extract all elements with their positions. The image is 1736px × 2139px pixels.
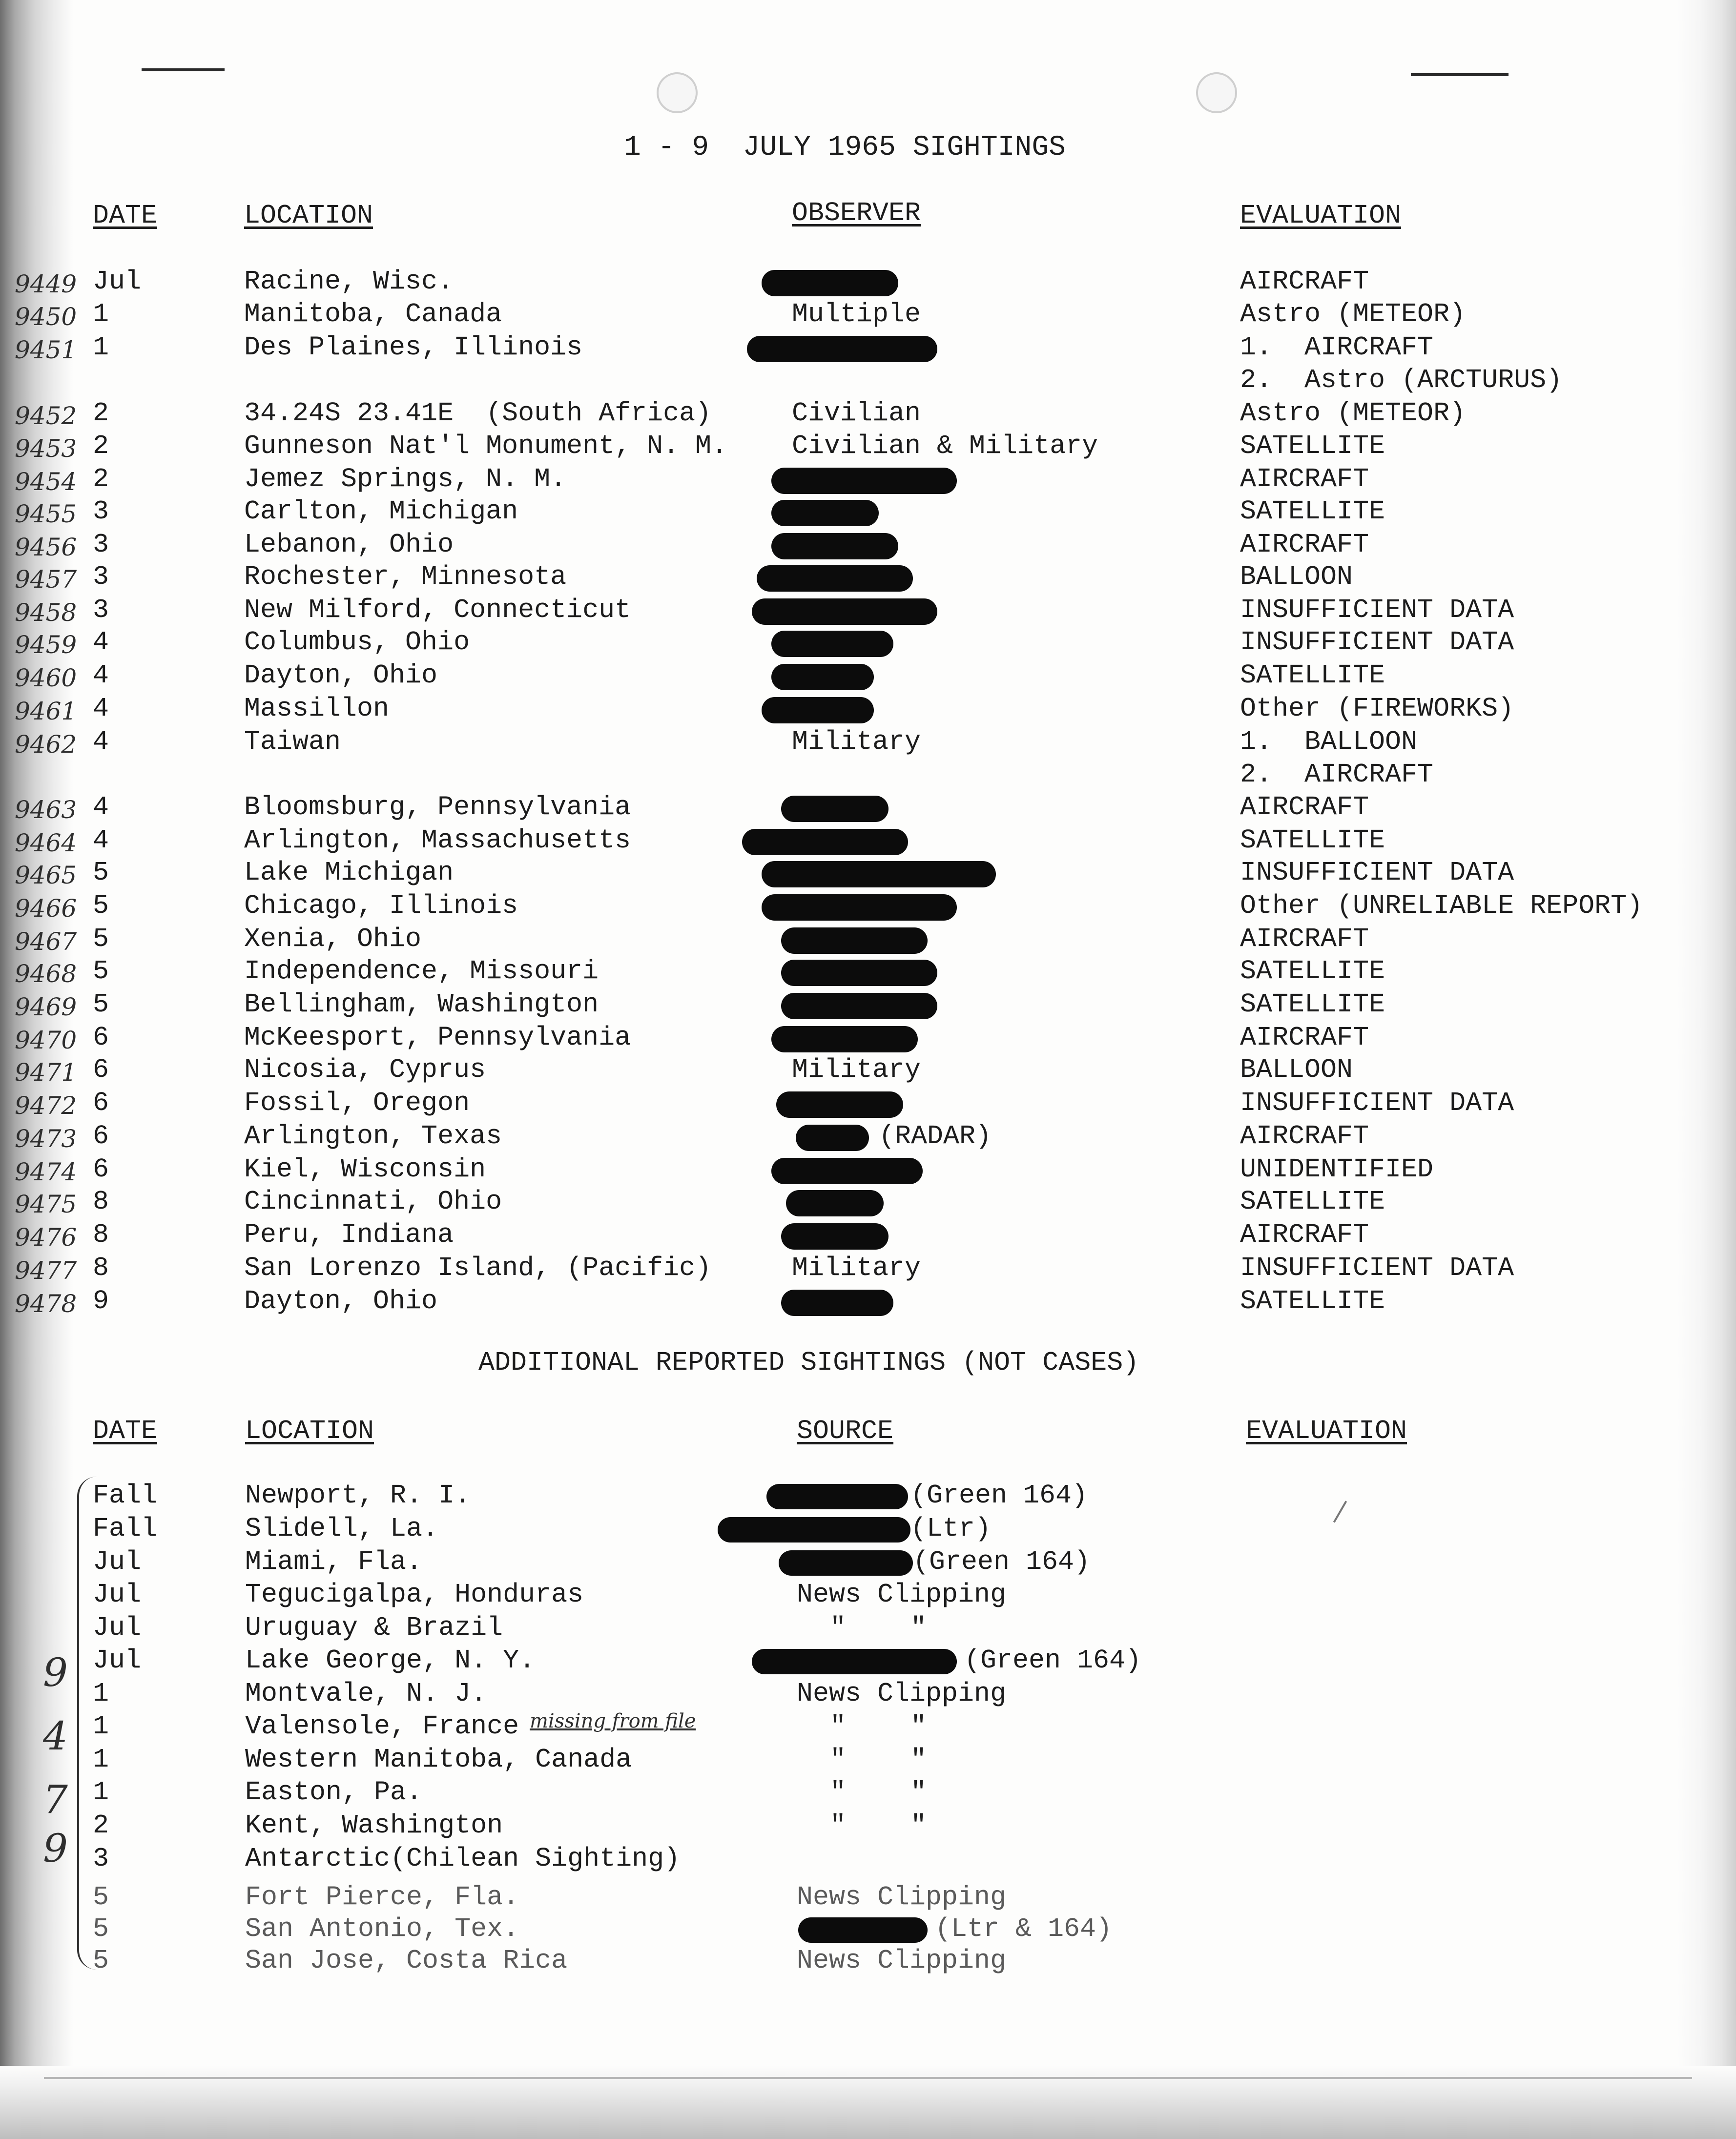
case-evaluation: INSUFFICIENT DATA bbox=[1240, 1253, 1514, 1283]
additional-location: San Jose, Costa Rica bbox=[245, 1945, 568, 1976]
additional-header-evaluation: EVALUATION bbox=[1246, 1416, 1407, 1446]
case-location: Peru, Indiana bbox=[244, 1219, 454, 1250]
case-date: 4 bbox=[93, 693, 109, 724]
redaction-bar bbox=[762, 270, 898, 296]
case-date: 4 bbox=[93, 792, 109, 823]
case-location: 34.24S 23.41E (South Africa) bbox=[244, 398, 712, 429]
case-date: 3 bbox=[93, 595, 109, 625]
case-number: 9474 bbox=[15, 1158, 77, 1186]
additional-location: Fort Pierce, Fla. bbox=[245, 1882, 519, 1913]
case-location: Jemez Springs, N. M. bbox=[244, 464, 567, 494]
case-date: 6 bbox=[93, 1088, 109, 1118]
redaction-bar bbox=[742, 829, 908, 855]
additional-location: Newport, R. I. bbox=[245, 1480, 471, 1511]
case-evaluation: UNIDENTIFIED bbox=[1240, 1154, 1434, 1185]
redaction-bar bbox=[781, 1290, 893, 1316]
additional-date: Jul bbox=[93, 1612, 142, 1643]
case-date: 1 bbox=[93, 332, 109, 363]
redaction-bar bbox=[752, 1649, 957, 1674]
case-location: Carlton, Michigan bbox=[244, 496, 518, 527]
case-date: 4 bbox=[93, 825, 109, 856]
additional-date: Jul bbox=[93, 1546, 142, 1577]
additional-source: (Ltr & 164) bbox=[935, 1913, 1113, 1944]
additional-source: (Green 164) bbox=[913, 1546, 1091, 1577]
case-evaluation: Other (FIREWORKS) bbox=[1240, 693, 1514, 724]
case-location: Lake Michigan bbox=[244, 857, 454, 888]
case-number: 9449 bbox=[15, 270, 77, 298]
additional-source: " " bbox=[830, 1744, 927, 1775]
case-location: McKeesport, Pennsylvania bbox=[244, 1022, 631, 1053]
case-evaluation: SATELLITE bbox=[1240, 825, 1385, 856]
page-title: 1 - 9 JULY 1965 SIGHTINGS bbox=[624, 132, 1066, 164]
case-date: 5 bbox=[93, 924, 109, 954]
case-date: 2 bbox=[93, 398, 109, 429]
additional-header-location: LOCATION bbox=[245, 1416, 374, 1446]
case-date: 3 bbox=[93, 529, 109, 560]
case-evaluation: AIRCRAFT bbox=[1240, 266, 1369, 297]
top-left-dash-mark bbox=[142, 68, 225, 71]
case-observer: Military bbox=[792, 1054, 921, 1085]
additional-date: 1 bbox=[93, 1678, 109, 1709]
additional-source: News Clipping bbox=[797, 1945, 1007, 1976]
case-evaluation: SATELLITE bbox=[1240, 660, 1385, 691]
case-evaluation: AIRCRAFT bbox=[1240, 1121, 1369, 1152]
case-number: 9453 bbox=[15, 434, 77, 463]
additional-source: (Green 164) bbox=[910, 1480, 1088, 1511]
redaction-bar bbox=[757, 565, 913, 592]
additional-source: " " bbox=[830, 1711, 927, 1742]
case-number: 9470 bbox=[15, 1026, 77, 1054]
redaction-bar bbox=[771, 631, 893, 657]
case-date: 2 bbox=[93, 464, 109, 494]
case-date: 4 bbox=[93, 660, 109, 691]
redaction-bar bbox=[771, 468, 957, 494]
additional-location: Western Manitoba, Canada bbox=[245, 1744, 632, 1775]
header-observer: OBSERVER bbox=[792, 198, 921, 228]
case-date: 6 bbox=[93, 1022, 109, 1053]
margin-annotation: 7 bbox=[43, 1777, 68, 1822]
case-number: 9455 bbox=[15, 500, 77, 528]
case-evaluation: INSUFFICIENT DATA bbox=[1240, 627, 1514, 658]
additional-date: Jul bbox=[93, 1579, 142, 1610]
case-evaluation: BALLOON bbox=[1240, 1054, 1353, 1085]
additional-header-source: SOURCE bbox=[797, 1416, 894, 1446]
case-date: 6 bbox=[93, 1154, 109, 1185]
additional-source: (Ltr) bbox=[910, 1513, 992, 1544]
case-location: Kiel, Wisconsin bbox=[244, 1154, 486, 1185]
case-location: Manitoba, Canada bbox=[244, 299, 502, 329]
case-number: 9458 bbox=[15, 598, 77, 627]
case-location: Bloomsburg, Pennsylvania bbox=[244, 792, 631, 823]
case-evaluation: SATELLITE bbox=[1240, 496, 1385, 527]
scan-fold-line bbox=[44, 2077, 1692, 2079]
case-number: 9478 bbox=[15, 1290, 77, 1318]
case-date: 8 bbox=[93, 1253, 109, 1283]
redaction-bar bbox=[771, 664, 874, 690]
additional-header-date: DATE bbox=[93, 1416, 158, 1446]
case-location: Dayton, Ohio bbox=[244, 660, 438, 691]
case-number: 9477 bbox=[15, 1256, 77, 1285]
case-evaluation: SATELLITE bbox=[1240, 1286, 1385, 1316]
case-number: 9451 bbox=[15, 336, 77, 364]
margin-annotation: 9 bbox=[43, 1650, 68, 1695]
case-evaluation-secondary: 2. AIRCRAFT bbox=[1240, 759, 1434, 790]
case-location: Massillon bbox=[244, 693, 390, 724]
case-date: 2 bbox=[93, 431, 109, 461]
additional-location: Montvale, N. J. bbox=[245, 1678, 487, 1709]
redaction-bar bbox=[771, 533, 898, 559]
margin-annotation: 4 bbox=[43, 1713, 68, 1759]
case-date: 8 bbox=[93, 1219, 109, 1250]
case-evaluation: Astro (METEOR) bbox=[1240, 299, 1466, 329]
additional-title: ADDITIONAL REPORTED SIGHTINGS (NOT CASES) bbox=[478, 1347, 1139, 1378]
case-number: 9472 bbox=[15, 1091, 77, 1120]
case-observer: Civilian bbox=[792, 398, 921, 429]
case-number: 9469 bbox=[15, 993, 77, 1021]
case-date: 4 bbox=[93, 726, 109, 757]
additional-source: News Clipping bbox=[797, 1882, 1007, 1913]
additional-source: " " bbox=[830, 1612, 927, 1643]
case-number: 9462 bbox=[15, 730, 77, 759]
case-location: Nicosia, Cyprus bbox=[244, 1054, 486, 1085]
case-evaluation: Other (UNRELIABLE REPORT) bbox=[1240, 890, 1643, 921]
case-evaluation: SATELLITE bbox=[1240, 989, 1385, 1020]
case-evaluation-secondary: 2. Astro (ARCTURUS) bbox=[1240, 365, 1563, 395]
case-location: Fossil, Oregon bbox=[244, 1088, 470, 1118]
case-date: 9 bbox=[93, 1286, 109, 1316]
redaction-bar bbox=[747, 336, 937, 362]
case-location: Racine, Wisc. bbox=[244, 266, 454, 297]
punch-hole-left bbox=[657, 72, 698, 113]
margin-annotation: 9 bbox=[43, 1826, 68, 1871]
case-number: 9456 bbox=[15, 533, 77, 561]
case-location: Dayton, Ohio bbox=[244, 1286, 438, 1316]
case-number: 9463 bbox=[15, 796, 77, 824]
redaction-bar bbox=[798, 1917, 928, 1943]
case-date: 5 bbox=[93, 956, 109, 987]
case-evaluation: AIRCRAFT bbox=[1240, 1022, 1369, 1053]
case-number: 9459 bbox=[15, 631, 77, 659]
case-evaluation: Astro (METEOR) bbox=[1240, 398, 1466, 429]
case-location: San Lorenzo Island, (Pacific) bbox=[244, 1253, 712, 1283]
case-number: 9476 bbox=[15, 1223, 77, 1252]
case-evaluation: 1. AIRCRAFT bbox=[1240, 332, 1434, 363]
redaction-bar bbox=[771, 1026, 918, 1052]
case-observer: Military bbox=[792, 726, 921, 757]
redaction-bar bbox=[766, 1484, 908, 1509]
redaction-bar bbox=[762, 861, 996, 887]
case-evaluation: BALLOON bbox=[1240, 561, 1353, 592]
case-evaluation: AIRCRAFT bbox=[1240, 924, 1369, 954]
case-location: Lebanon, Ohio bbox=[244, 529, 454, 560]
case-location: Chicago, Illinois bbox=[244, 890, 518, 921]
case-location: Independence, Missouri bbox=[244, 956, 599, 987]
case-number: 9454 bbox=[15, 468, 77, 496]
case-location: New Milford, Connecticut bbox=[244, 595, 631, 625]
top-right-dash-mark bbox=[1411, 73, 1509, 76]
case-location: Gunneson Nat'l Monument, N. M. bbox=[244, 431, 728, 461]
case-date: 8 bbox=[93, 1186, 109, 1217]
case-location: Arlington, Massachusetts bbox=[244, 825, 631, 856]
case-number: 9465 bbox=[15, 861, 77, 889]
pencil-tick-mark bbox=[1333, 1501, 1347, 1522]
redaction-bar bbox=[762, 697, 874, 723]
additional-source: (Green 164) bbox=[964, 1645, 1142, 1676]
header-evaluation: EVALUATION bbox=[1240, 200, 1402, 231]
additional-date: Fall bbox=[93, 1480, 158, 1511]
additional-date: 2 bbox=[93, 1810, 109, 1841]
punch-hole-right bbox=[1196, 72, 1237, 113]
redaction-bar bbox=[779, 1550, 913, 1576]
case-number: 9467 bbox=[15, 927, 77, 956]
additional-source: News Clipping bbox=[797, 1678, 1007, 1709]
case-number: 9473 bbox=[15, 1125, 77, 1153]
redaction-bar bbox=[781, 960, 937, 986]
additional-date: 5 bbox=[93, 1945, 109, 1976]
case-date: 5 bbox=[93, 890, 109, 921]
case-number: 9475 bbox=[15, 1190, 77, 1218]
case-location: Xenia, Ohio bbox=[244, 924, 422, 954]
redaction-bar bbox=[752, 598, 937, 625]
redaction-bar bbox=[762, 894, 957, 921]
additional-location: Easton, Pa. bbox=[245, 1777, 423, 1808]
additional-date: 1 bbox=[93, 1711, 109, 1742]
additional-date: 5 bbox=[93, 1882, 109, 1913]
case-date: 6 bbox=[93, 1121, 109, 1152]
additional-date: Jul bbox=[93, 1645, 142, 1676]
case-evaluation: AIRCRAFT bbox=[1240, 464, 1369, 494]
case-number: 9450 bbox=[15, 303, 77, 331]
redaction-bar bbox=[796, 1125, 869, 1151]
additional-location: Kent, Washington bbox=[245, 1810, 503, 1841]
case-location: Taiwan bbox=[244, 726, 341, 757]
case-number: 9460 bbox=[15, 664, 77, 692]
header-location: LOCATION bbox=[244, 200, 373, 231]
case-evaluation: INSUFFICIENT DATA bbox=[1240, 595, 1514, 625]
case-evaluation: INSUFFICIENT DATA bbox=[1240, 857, 1514, 888]
additional-location: Tegucigalpa, Honduras bbox=[245, 1579, 584, 1610]
case-number: 9457 bbox=[15, 565, 77, 594]
case-evaluation: SATELLITE bbox=[1240, 431, 1385, 461]
case-location: Arlington, Texas bbox=[244, 1121, 502, 1152]
redaction-bar bbox=[786, 1190, 884, 1216]
case-number: 9471 bbox=[15, 1058, 77, 1087]
case-evaluation: 1. BALLOON bbox=[1240, 726, 1418, 757]
case-date: 3 bbox=[93, 496, 109, 527]
case-evaluation: SATELLITE bbox=[1240, 1186, 1385, 1217]
case-observer: Multiple bbox=[792, 299, 921, 329]
additional-location: Valensole, France bbox=[245, 1711, 519, 1742]
case-number: 9466 bbox=[15, 894, 77, 923]
case-date: 1 bbox=[93, 299, 109, 329]
additional-date: Fall bbox=[93, 1513, 158, 1544]
additional-source: News Clipping bbox=[797, 1579, 1007, 1610]
additional-location: Lake George, N. Y. bbox=[245, 1645, 536, 1676]
case-evaluation: AIRCRAFT bbox=[1240, 792, 1369, 823]
additional-date: 3 bbox=[93, 1843, 109, 1874]
case-date: 5 bbox=[93, 989, 109, 1020]
additional-date: 1 bbox=[93, 1744, 109, 1775]
case-observer: Civilian & Military bbox=[792, 431, 1098, 461]
redaction-bar bbox=[776, 1091, 903, 1118]
additional-location: Miami, Fla. bbox=[245, 1546, 423, 1577]
case-date: Jul bbox=[93, 266, 142, 297]
redaction-bar bbox=[781, 993, 937, 1019]
redaction-bar bbox=[718, 1517, 910, 1543]
case-location: Des Plaines, Illinois bbox=[244, 332, 583, 363]
additional-source: " " bbox=[830, 1810, 927, 1841]
additional-location: Antarctic(Chilean Sighting) bbox=[245, 1843, 681, 1874]
header-date: DATE bbox=[93, 200, 158, 231]
case-location: Bellingham, Washington bbox=[244, 989, 599, 1020]
additional-source: " " bbox=[830, 1777, 927, 1808]
redaction-bar bbox=[781, 1223, 889, 1250]
case-number: 9468 bbox=[15, 960, 77, 988]
redaction-bar bbox=[771, 1158, 923, 1184]
case-number: 9461 bbox=[15, 697, 77, 725]
case-location: Cincinnati, Ohio bbox=[244, 1186, 502, 1217]
case-evaluation: AIRCRAFT bbox=[1240, 529, 1369, 560]
case-location: Columbus, Ohio bbox=[244, 627, 470, 658]
case-number: 9464 bbox=[15, 829, 77, 857]
case-date: 5 bbox=[93, 857, 109, 888]
case-evaluation: SATELLITE bbox=[1240, 956, 1385, 987]
additional-location: Uruguay & Brazil bbox=[245, 1612, 503, 1643]
case-evaluation: AIRCRAFT bbox=[1240, 1219, 1369, 1250]
additional-date: 1 bbox=[93, 1777, 109, 1808]
case-number: 9452 bbox=[15, 402, 77, 430]
redaction-bar bbox=[781, 796, 889, 822]
case-date: 6 bbox=[93, 1054, 109, 1085]
redaction-bar bbox=[771, 500, 879, 526]
case-evaluation: INSUFFICIENT DATA bbox=[1240, 1088, 1514, 1118]
case-observer: Military bbox=[792, 1253, 921, 1283]
additional-location: San Antonio, Tex. bbox=[245, 1913, 519, 1944]
case-date: 4 bbox=[93, 627, 109, 658]
additional-location: Slidell, La. bbox=[245, 1513, 439, 1544]
handwritten-note: missing from file bbox=[530, 1710, 696, 1732]
case-date: 3 bbox=[93, 561, 109, 592]
redaction-bar bbox=[781, 927, 928, 954]
case-observer: (RADAR) bbox=[879, 1121, 992, 1152]
case-location: Rochester, Minnesota bbox=[244, 561, 567, 592]
additional-date: 5 bbox=[93, 1913, 109, 1944]
scan-right-edge bbox=[1677, 0, 1736, 2139]
